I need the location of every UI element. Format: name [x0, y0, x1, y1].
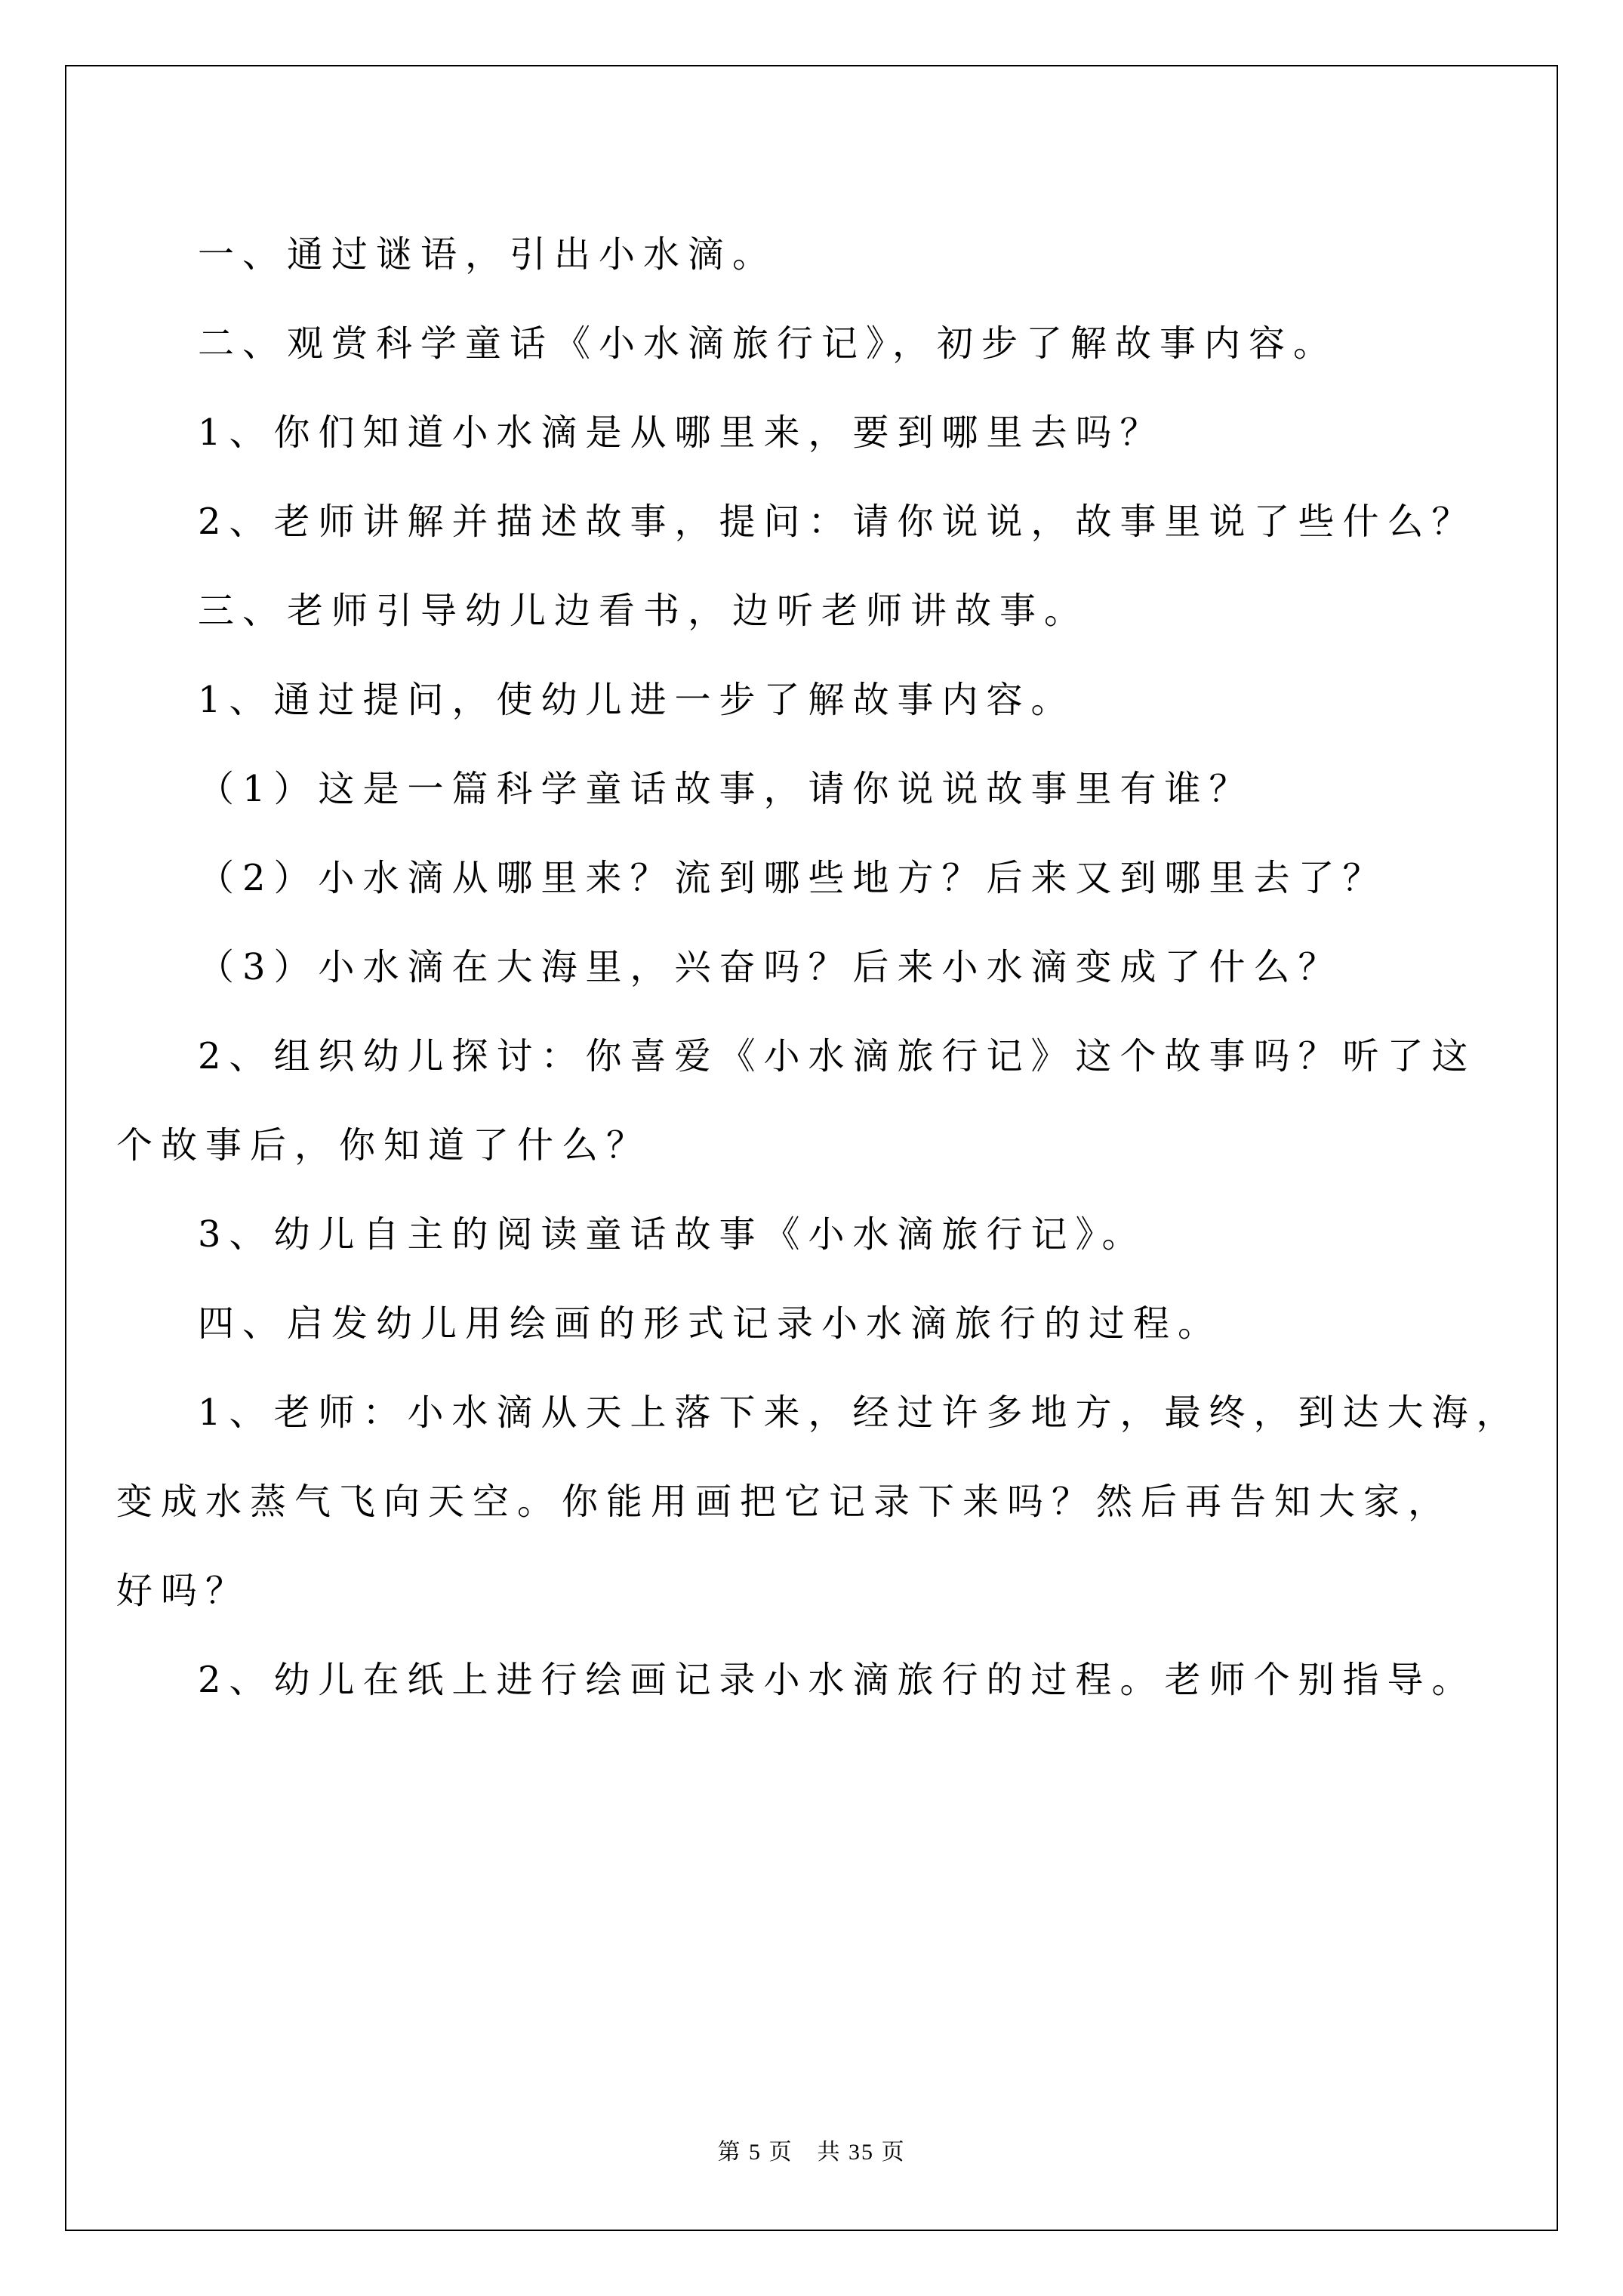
paragraph-teacher-drawing	[116, 1368, 1521, 1635]
paragraph-teacher-drawing-line-2: 变成水蒸气飞向天空。你能用画把它记录下来吗？然后再告知大家，	[116, 1481, 1453, 1523]
paragraph-riddle-intro: 一、通过谜语，引出小水滴。	[198, 233, 778, 276]
paragraph-question-2: （2）小水滴从哪里来？流到哪些地方？后来又到哪里去了？	[198, 857, 1387, 899]
paragraph-children-draw: 2、幼儿在纸上进行绘画记录小水滴旅行的过程。老师个别指导。	[198, 1659, 1477, 1701]
paragraph-drawing-intro: 四、启发幼儿用绘画的形式记录小水滴旅行的过程。	[198, 1302, 1223, 1345]
paragraph-discussion-line-2: 个故事后，你知道了什么？	[116, 1124, 651, 1166]
paragraph-read-along: 三、老师引导幼儿边看书，边听老师讲故事。	[198, 590, 1089, 632]
paragraph-teacher-drawing-line-1: 1、老师：小水滴从天上落下来，经过许多地方，最终，到达大海，	[198, 1391, 1521, 1434]
paragraph-question-origin: 1、你们知道小水滴是从哪里来，要到哪里去吗？	[198, 411, 1165, 454]
paragraph-questions-intro: 1、通过提问，使幼儿进一步了解故事内容。	[198, 679, 1076, 721]
paragraph-watch-story: 二、观赏科学童话《小水滴旅行记》，初步了解故事内容。	[198, 322, 1338, 365]
paragraph-discussion	[116, 1012, 1477, 1190]
paragraph-self-reading: 3、幼儿自主的阅读童话故事《小水滴旅行记》。	[198, 1213, 1147, 1256]
paragraph-question-1: （1）这是一篇科学童话故事，请你说说故事里有谁？	[198, 768, 1254, 810]
document-body	[116, 210, 1521, 1724]
paragraph-teacher-explains: 2、老师讲解并描述故事，提问：请你说说，故事里说了些什么？	[198, 501, 1477, 543]
page-number-footer: 第 5 页 共 35 页	[717, 2140, 906, 2165]
paragraph-discussion-line-1: 2、组织幼儿探讨：你喜爱《小水滴旅行记》这个故事吗？听了这	[198, 1035, 1477, 1077]
paragraph-question-3: （3）小水滴在大海里，兴奋吗？后来小水滴变成了什么？	[198, 946, 1343, 988]
paragraph-teacher-drawing-line-3: 好吗？	[116, 1570, 251, 1612]
